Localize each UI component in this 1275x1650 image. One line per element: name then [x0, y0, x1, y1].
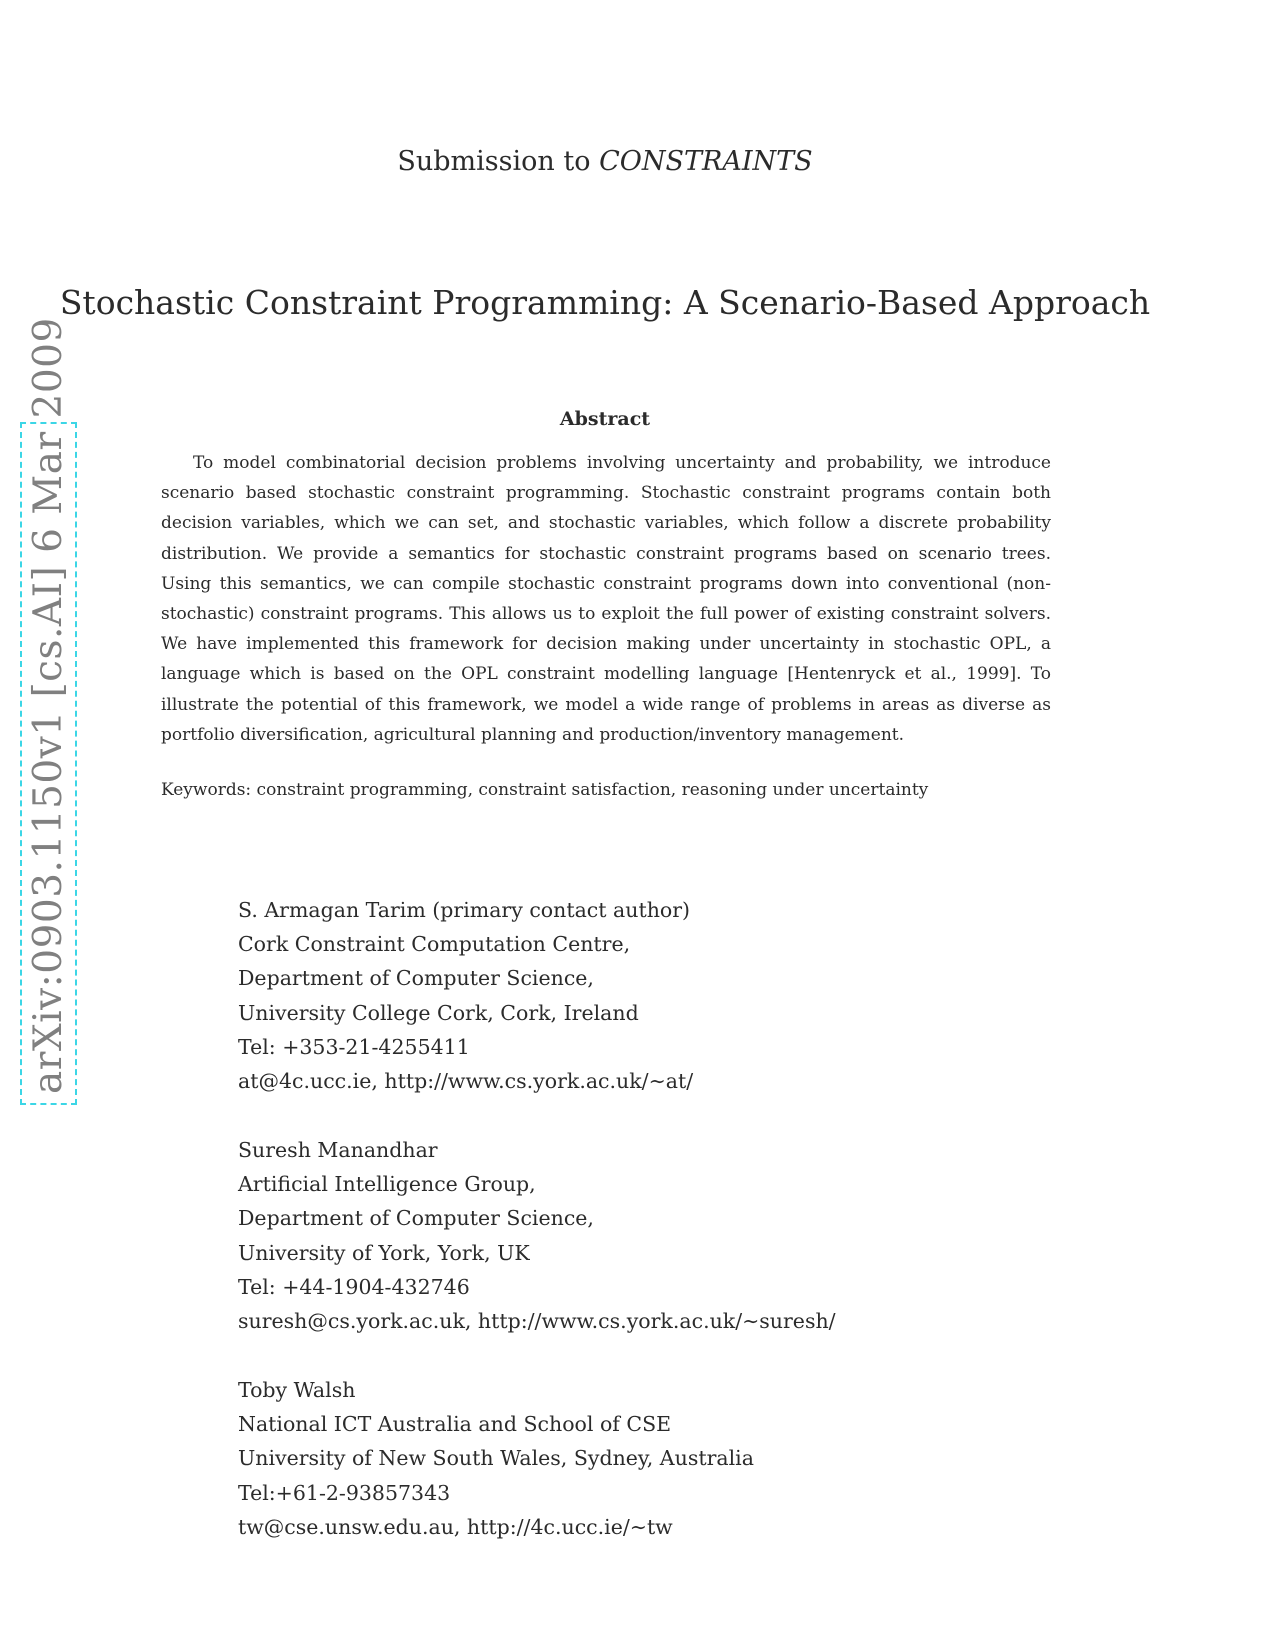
venue-name: CONSTRAINTS: [599, 146, 813, 177]
paper-title: Stochastic Constraint Programming: A Scenario-Based Approach: [59, 283, 1151, 322]
author-name: Toby Walsh: [238, 1378, 356, 1402]
author-department: Department of Computer Science,: [238, 966, 594, 991]
keywords: Keywords: constraint programming, constraint satisfaction, reasoning under uncertainty: [161, 780, 929, 800]
author-block-walsh: [238, 1373, 754, 1544]
author-institution: University of York, York, UK: [238, 1240, 530, 1265]
abstract-body: To model combinatorial decision problems involving uncertainty and probability, we introduce scenario based stochastic constraint programming. Stochastic constraint programs contain both decision variables, which we can set, and stochastic variables, which follow a discrete probability distribution. We provide a semantics for stochastic constraint programs based on scenario trees. Using this semantics, we can compile stochastic constraint programs down into conventional (non-stochastic) constraint programs. This allows us to exploit the full power of existing constraint solvers. We have implemented this framework for decision making under uncertainty in stochastic OPL, a language which is based on the OPL constraint modelling language [Hentenryck et al., 1999]. To illustrate the potential of this framework, we model a wide range of problems in areas as diverse as portfolio diversification, agricultural planning and production/inventory management.: [161, 453, 1051, 745]
author-block-manandhar: [238, 1133, 836, 1338]
author-affiliation: National ICT Australia and School of CSE: [238, 1412, 672, 1437]
submission-header: [0, 146, 1210, 177]
author-phone: Tel:+61-2-93857343: [238, 1480, 451, 1505]
abstract-heading: Abstract: [559, 408, 651, 430]
author-phone: Tel: +353-21-4255411: [238, 1034, 470, 1059]
author-institution: University of New South Wales, Sydney, Australia: [238, 1446, 754, 1471]
author-block-tarim: [238, 893, 693, 1098]
author-contact: tw@cse.unsw.edu.au, http://4c.ucc.ie/∼tw: [238, 1514, 673, 1539]
author-department: Department of Computer Science,: [238, 1206, 594, 1231]
author-name: Suresh Manandhar: [238, 1138, 438, 1162]
author-affiliation: Artificial Intelligence Group,: [238, 1172, 536, 1197]
arxiv-stamp: arXiv:0903.1150v1 [cs.AI] 6 Mar 2009: [26, 317, 71, 1094]
submission-prefix: Submission to: [397, 146, 591, 177]
author-contact: suresh@cs.york.ac.uk, http://www.cs.york.ac.uk/∼suresh/: [238, 1309, 836, 1334]
author-name: S. Armagan Tarim (primary contact author): [238, 898, 691, 922]
author-institution: University College Cork, Cork, Ireland: [238, 1000, 639, 1025]
author-contact: at@4c.ucc.ie, http://www.cs.york.ac.uk/∼at/: [238, 1069, 694, 1094]
author-phone: Tel: +44-1904-432746: [238, 1274, 470, 1299]
author-affiliation: Cork Constraint Computation Centre,: [238, 932, 631, 957]
